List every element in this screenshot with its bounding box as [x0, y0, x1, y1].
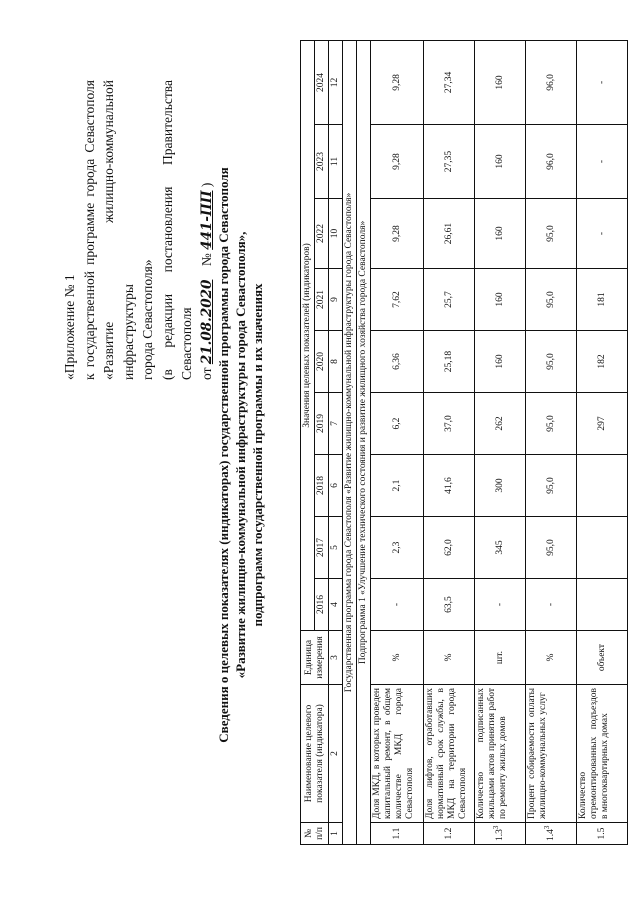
indicator-value: -: [577, 125, 628, 199]
column-number: 8: [329, 331, 343, 393]
appendix-header: [60, 80, 217, 380]
column-number: 6: [329, 455, 343, 517]
column-number: 4: [329, 579, 343, 631]
table-row: [424, 40, 475, 844]
header-year: 2024: [315, 40, 329, 124]
indicator-value: 160: [475, 40, 526, 124]
indicator-value: 160: [475, 331, 526, 393]
indicator-value: 63,5: [424, 579, 475, 631]
indicator-value: 6,36: [371, 331, 424, 393]
indicator-value: -: [577, 40, 628, 124]
indicator-unit: %: [424, 631, 475, 685]
header-year: 2021: [315, 269, 329, 331]
appendix-line: города Севастополя»: [140, 259, 155, 380]
indicator-unit: объект: [577, 631, 628, 685]
header-year: 2020: [315, 331, 329, 393]
indicator-value: 95,0: [526, 393, 577, 455]
closing-paren: ): [198, 182, 214, 188]
row-number: $1.4^3$: [526, 823, 577, 845]
indicator-value: 95,0: [526, 269, 577, 331]
indicator-value: -: [526, 579, 577, 631]
document-heading: [215, 95, 266, 815]
row-number: 1.2: [424, 823, 475, 845]
column-number: 7: [329, 393, 343, 455]
header-year: 2019: [315, 393, 329, 455]
indicator-value: 25,7: [424, 269, 475, 331]
table-row: [526, 40, 577, 844]
indicator-unit: шт.: [475, 631, 526, 685]
appendix-line: «Развитие жилищно-коммунальной инфраструктуры: [101, 80, 136, 380]
indicator-value: 182: [577, 331, 628, 393]
handwritten-number: 441-ПП: [198, 190, 215, 250]
indicator-value: 160: [475, 199, 526, 269]
indicator-value: 7,62: [371, 269, 424, 331]
header-year: 2018: [315, 455, 329, 517]
indicator-value: 95,0: [526, 331, 577, 393]
row-number: $1.3^3$: [475, 823, 526, 845]
header-year: 2016: [315, 579, 329, 631]
column-number: 12: [329, 40, 343, 124]
column-number-row: [329, 40, 343, 844]
indicator-value: [577, 455, 628, 517]
appendix-line: к государственной программе города Севастополя: [81, 80, 97, 380]
indicator-value: 95,0: [526, 455, 577, 517]
header-name: Наименование целевого показателя (индикатора): [301, 685, 329, 823]
indicator-value: 95,0: [526, 517, 577, 579]
date-prefix: от: [198, 367, 214, 380]
indicator-name: Количество подписанных жильцами актов принятия работ по ремонту жилых домов: [475, 685, 526, 823]
indicator-value: 96,0: [526, 125, 577, 199]
indicator-value: 6,2: [371, 393, 424, 455]
table-row: [371, 40, 424, 844]
indicator-value: 26,61: [424, 199, 475, 269]
indicator-value: -: [577, 199, 628, 269]
indicator-value: 27,34: [424, 40, 475, 124]
indicator-value: [577, 579, 628, 631]
heading-line: подпрограмм государственной программы и их значениях: [250, 283, 265, 627]
indicator-value: 9,28: [371, 40, 424, 124]
appendix-title: «Приложение № 1: [62, 274, 77, 380]
appendix-line: (в редакции постановления Правительства Севастополя: [159, 80, 194, 380]
indicator-value: 297: [577, 393, 628, 455]
indicator-value: 95,0: [526, 199, 577, 269]
program-row: Государственная программа города Севастополя «Развитие жилищно-коммунальной инфраструктуры города Севастополя»: [343, 40, 357, 844]
indicator-value: 41,6: [424, 455, 475, 517]
indicator-value: 345: [475, 517, 526, 579]
subprogram-row: Подпрограмма 1 «Улучшение технического состояния и развитие жилищного хозяйства города Севастополя»: [357, 40, 371, 844]
header-year: 2017: [315, 517, 329, 579]
indicators-table: [300, 40, 628, 845]
column-number: 9: [329, 269, 343, 331]
column-number: 1: [329, 823, 343, 845]
column-number: 10: [329, 199, 343, 269]
indicator-value: 2,1: [371, 455, 424, 517]
indicator-value: -: [371, 579, 424, 631]
footnote-marker: 3: [491, 825, 500, 830]
heading-line: Сведения о целевых показателях (индикаторах) государственной программы города Севастополя: [216, 167, 231, 743]
indicator-value: 25,18: [424, 331, 475, 393]
indicator-value: 160: [475, 125, 526, 199]
indicator-value: 9,28: [371, 199, 424, 269]
header-year: 2022: [315, 199, 329, 269]
header-values-group: Значения целевых показателей (индикаторов): [301, 40, 315, 630]
handwritten-date: 21.08.2020: [198, 279, 215, 365]
column-number: 3: [329, 631, 343, 685]
indicator-name: Доля лифтов, отработавших нормативный срок службы, в МКД на территории города Севастополя: [424, 685, 475, 823]
indicator-value: 2,3: [371, 517, 424, 579]
column-number: 11: [329, 125, 343, 199]
indicator-value: 160: [475, 269, 526, 331]
indicator-name: Количество отремонтированных подъездов в многоквартирных домах: [577, 685, 628, 823]
indicator-value: 181: [577, 269, 628, 331]
header-year: 2023: [315, 125, 329, 199]
indicator-value: [577, 517, 628, 579]
header-unit: Единица измерения: [301, 631, 329, 685]
appendix-date-line: [197, 80, 218, 380]
indicator-value: -: [475, 579, 526, 631]
row-number: 1.1: [371, 823, 424, 845]
row-number: 1.5: [577, 823, 628, 845]
table-row: [475, 40, 526, 844]
indicator-name: Процент собираемости оплаты жилищно-коммунальных услуг: [526, 685, 577, 823]
indicator-unit: %: [371, 631, 424, 685]
indicator-value: 262: [475, 393, 526, 455]
indicator-value: 9,28: [371, 125, 424, 199]
column-number: 2: [329, 685, 343, 823]
indicator-value: 27,35: [424, 125, 475, 199]
footnote-marker: 3: [542, 825, 551, 830]
number-prefix: №: [198, 253, 214, 267]
header-num: № п/п: [301, 823, 329, 845]
heading-line: «Развитие жилищно-коммунальной инфраструктуры города Севастополя»,: [233, 231, 248, 679]
column-number: 5: [329, 517, 343, 579]
indicator-value: 300: [475, 455, 526, 517]
indicator-value: 62,0: [424, 517, 475, 579]
table-row: [577, 40, 628, 844]
indicator-unit: %: [526, 631, 577, 685]
indicator-name: Доля МКД, в которых проведен капитальный ремонт, в общем количестве МКД города Севастополя: [371, 685, 424, 823]
indicator-value: 37,0: [424, 393, 475, 455]
indicator-value: 96,0: [526, 40, 577, 124]
